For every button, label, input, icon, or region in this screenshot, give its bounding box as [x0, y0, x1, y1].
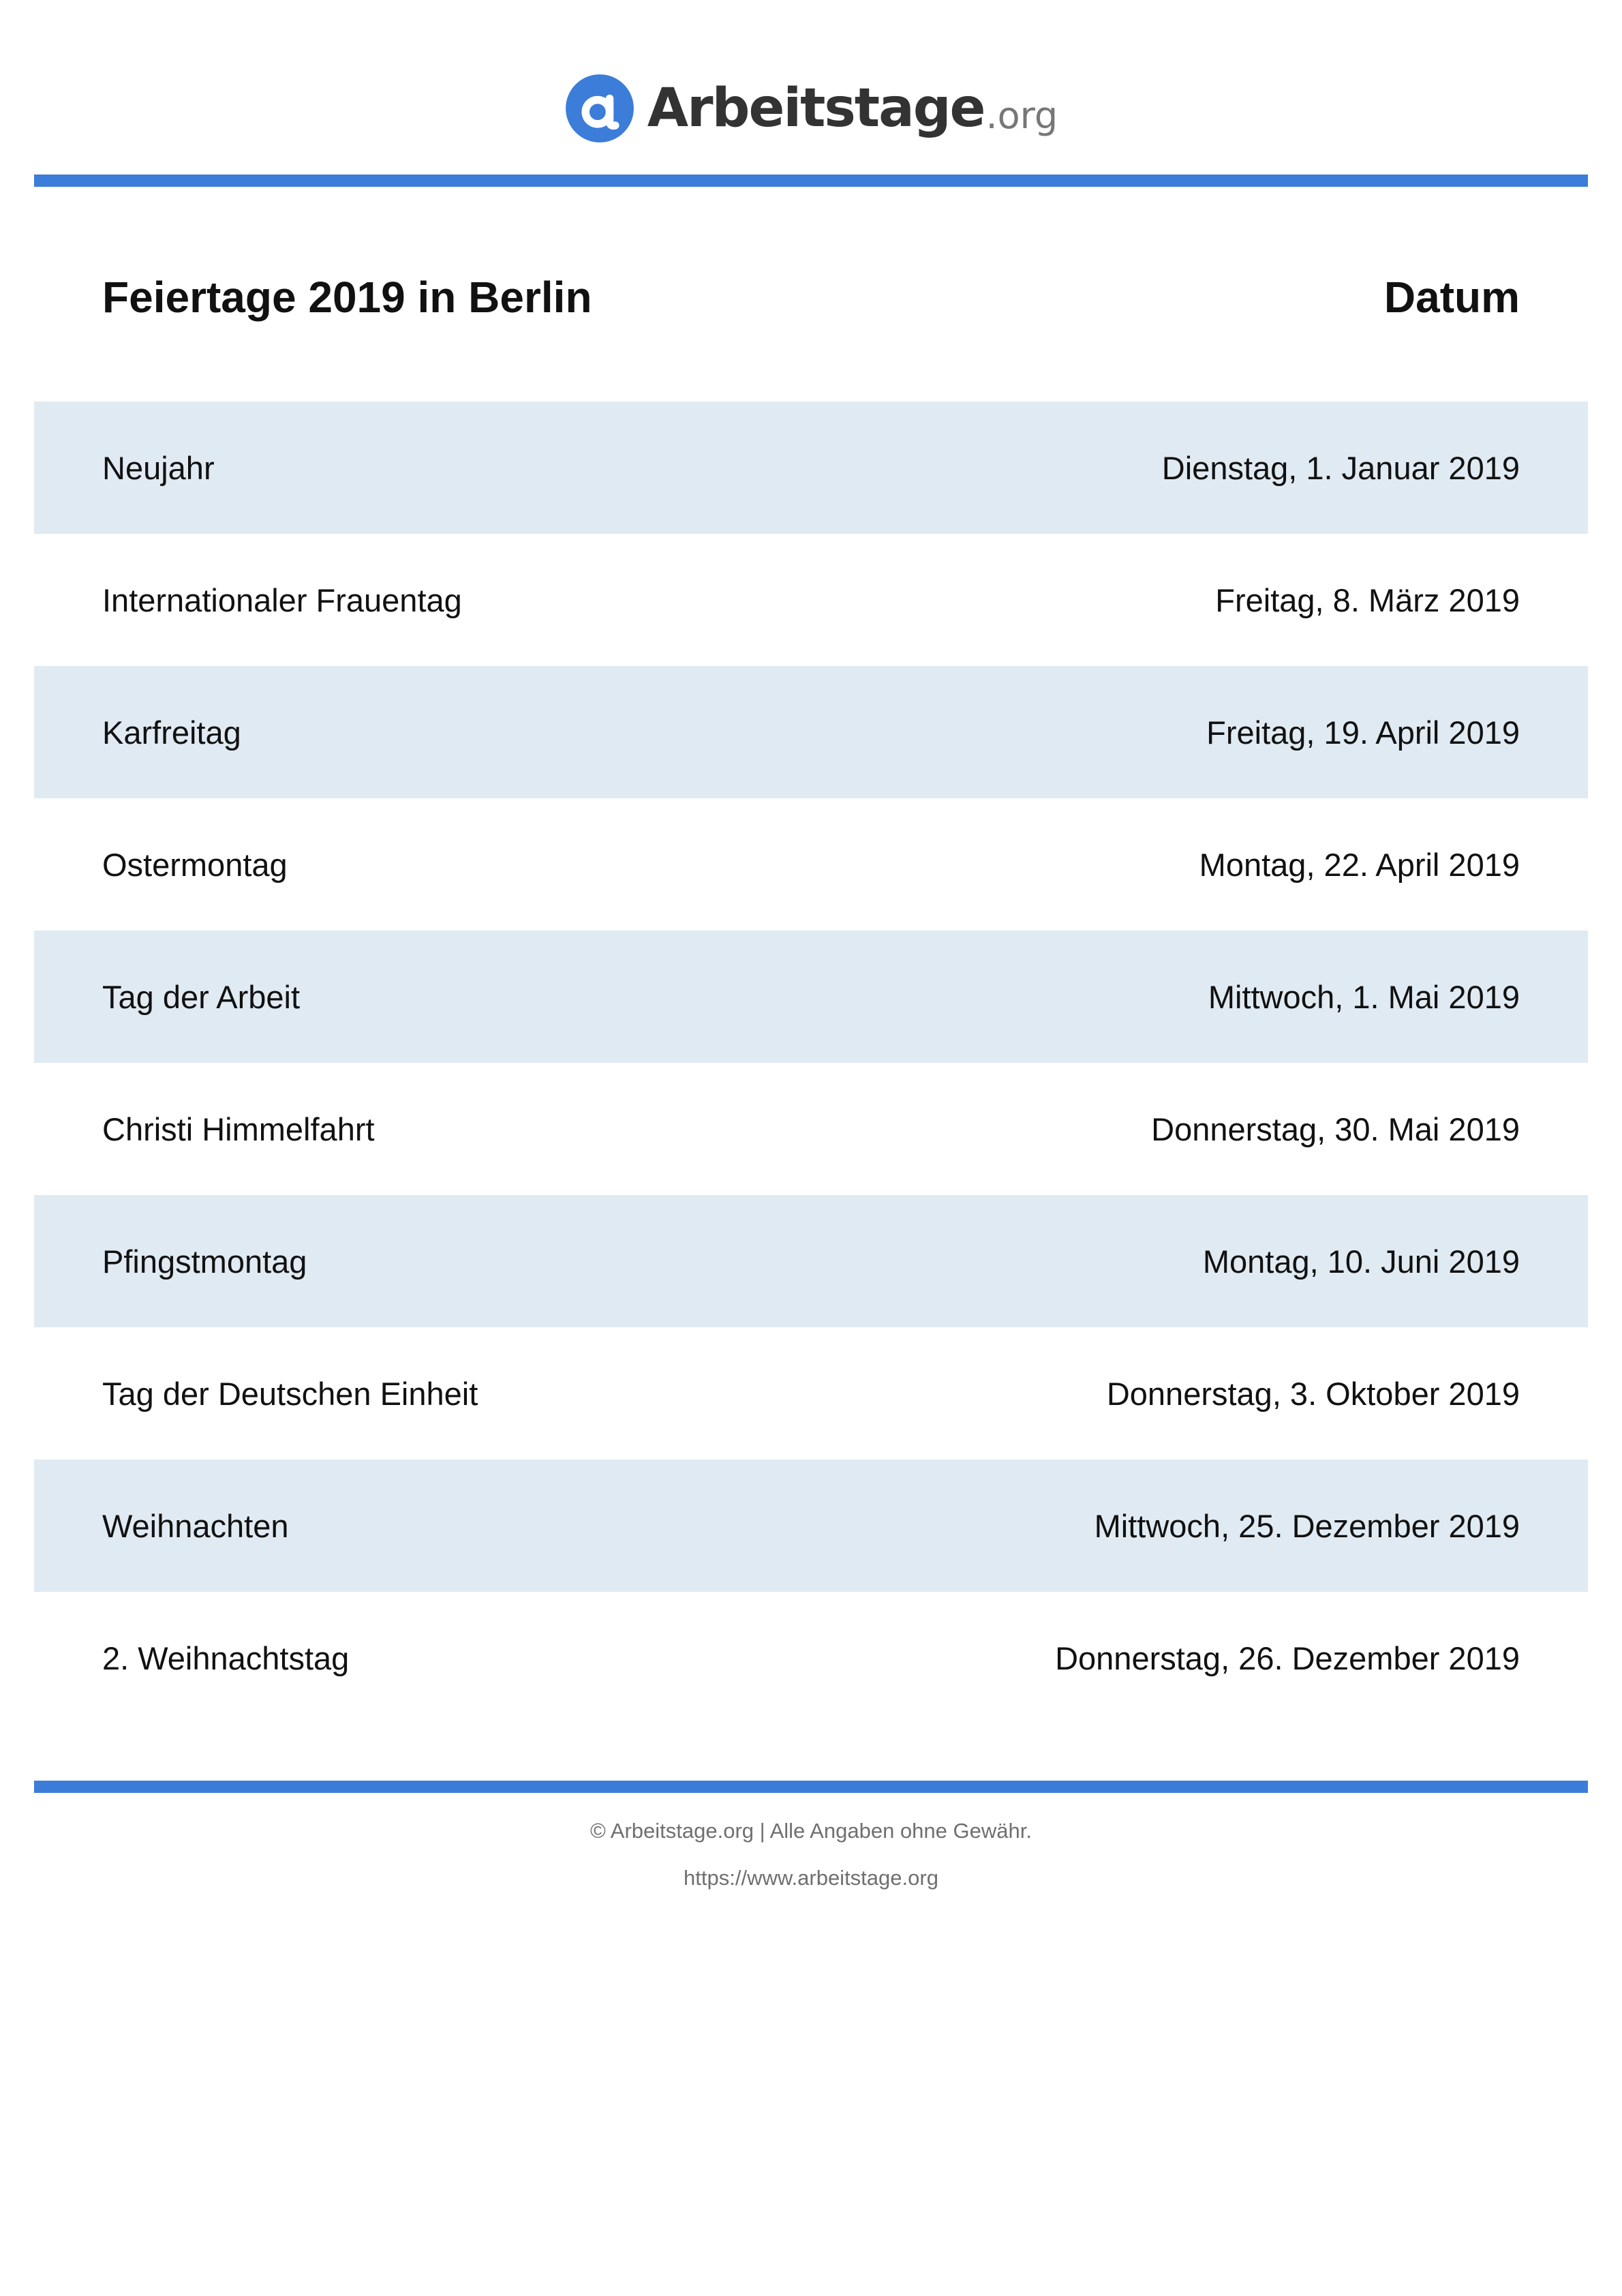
table-row [34, 1063, 1588, 1195]
table-row [34, 666, 1588, 798]
holiday-date: Donnerstag, 3. Oktober 2019 [1106, 1375, 1520, 1412]
holiday-date: Freitag, 8. März 2019 [1215, 581, 1520, 618]
holiday-date: Montag, 10. Juni 2019 [1202, 1243, 1520, 1280]
holiday-name: 2. Weihnachtstag [102, 1640, 350, 1676]
site-logo[interactable] [0, 71, 1622, 146]
holiday-date: Mittwoch, 25. Dezember 2019 [1094, 1507, 1520, 1544]
table-row [34, 534, 1588, 666]
table-row [34, 798, 1588, 931]
table-row [34, 1327, 1588, 1460]
holiday-date: Donnerstag, 30. Mai 2019 [1151, 1111, 1520, 1147]
holiday-name: Internationaler Frauentag [102, 581, 462, 618]
holiday-name: Pfingstmontag [102, 1243, 307, 1280]
table-row [34, 1460, 1588, 1592]
table-row [34, 931, 1588, 1063]
logo-inner [564, 73, 1058, 144]
table-row [34, 402, 1588, 534]
holiday-date: Donnerstag, 26. Dezember 2019 [1055, 1640, 1520, 1676]
footer-copyright: © Arbeitstage.org | Alle Angaben ohne Gewähr. [590, 1819, 1032, 1843]
bottom-accent-bar [34, 1781, 1588, 1793]
holiday-name: Karfreitag [102, 714, 241, 751]
footer-url-link[interactable]: https://www.arbeitstage.org [684, 1866, 938, 1890]
logo-wordmark: Arbeitstage [647, 78, 985, 139]
holiday-name: Weihnachten [102, 1507, 289, 1544]
holiday-date: Montag, 22. April 2019 [1199, 846, 1520, 883]
holiday-table [34, 402, 1588, 1724]
holiday-name: Ostermontag [102, 846, 288, 883]
holiday-date: Dienstag, 1. Januar 2019 [1161, 449, 1520, 486]
logo-tld: .org [985, 93, 1058, 137]
at-sign-icon [564, 73, 635, 144]
page-title: Feiertage 2019 in Berlin [102, 273, 592, 322]
holiday-date: Freitag, 19. April 2019 [1206, 714, 1520, 751]
holiday-name: Christi Himmelfahrt [102, 1111, 375, 1147]
holiday-name: Tag der Arbeit [102, 978, 301, 1015]
holiday-name: Neujahr [102, 449, 215, 486]
holiday-date: Mittwoch, 1. Mai 2019 [1208, 978, 1520, 1015]
date-column-header: Datum [1383, 273, 1520, 322]
table-header [34, 256, 1588, 338]
table-row [34, 1592, 1588, 1724]
top-accent-bar [34, 175, 1588, 187]
table-row [34, 1195, 1588, 1327]
holiday-name: Tag der Deutschen Einheit [102, 1375, 478, 1412]
